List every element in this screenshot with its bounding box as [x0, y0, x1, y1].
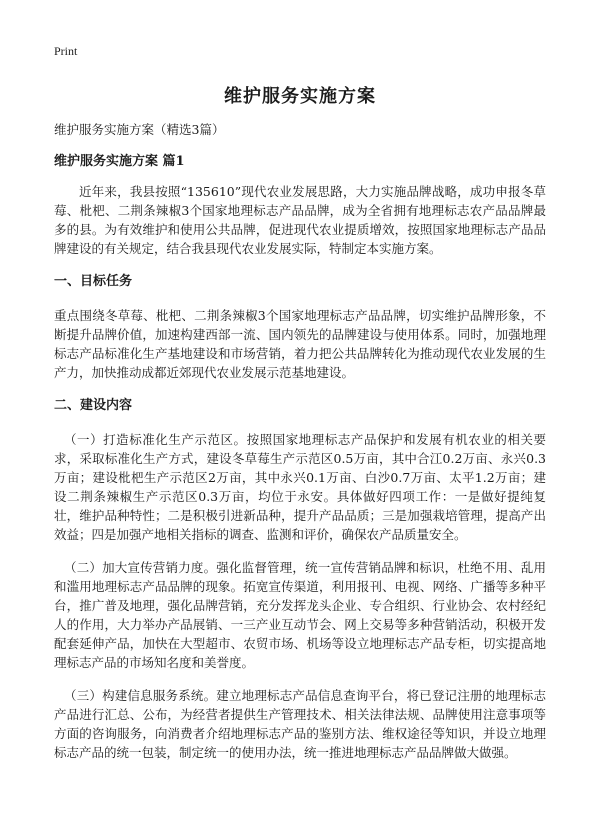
content-item-3: （三）构建信息服务系统。建立地理标志产品信息查询平台，将已登记注册的地理标志产品进行汇总、公布，为经营者提供生产管理技术、相关法律法规、品牌使用注意事项等方面的咨询服务，向消费者介绍地理标志产品的鉴别方法、维权途径等知识，并设立地理标志产品的统一包装，制定统一的使用办法，统一推进地理标志产品品牌做大做强。 — [54, 688, 546, 760]
article-heading: 维护服务实施方案 篇1 — [54, 154, 185, 169]
document-body — [54, 120, 546, 776]
goals-paragraph: 重点围绕冬草莓、枇杷、二荆条辣椒3个国家地理标志产品品牌，切实维护品牌形象，不断提升品牌价值，加速构建西部一流、国内领先的品牌建设与使用体系。同时，加强地理标志产品标准化生产基地建设和市场营销，着力把公共品牌转化为推动现代农业发展的生产力，加快推动成都近郊现代农业发展示范基地建设。 — [54, 308, 546, 380]
intro-paragraph: 近年来，我县按照“135610”现代农业发展思路，大力实施品牌战略，成功申报冬草莓、枇杷、二荆条辣椒3个国家地理标志产品品牌，成为全省拥有地理标志农产品品牌最多的县。为有效维护和使用公共品牌，促进现代农业提质增效，按照国家地理标志产品品牌建设的有关规定，结合我县现代农业发展实际，特制定本实施方案。 — [54, 184, 546, 256]
document-title: 维护服务实施方案 — [224, 86, 376, 107]
content-item-1: （一）打造标准化生产示范区。按照国家地理标志产品保护和发展有机农业的相关要求，采取标准化生产方式，建设冬草莓生产示范区0.5万亩，其中合江0.2万亩、永兴0.3万亩；建设枇杷生产示范区2万亩，其中永兴0.1万亩、白沙0.7万亩、太平1.2万亩；建设二荆条辣椒生产示范区0.3万亩，均位于永安。具体做好四项工作：一是做好提纯复壮，维护品种特性；二是积极引进新品种，提升产品品质；三是加强栽培管理，提高产出效益；四是加强产地相关指标的调查、监测和评价，确保农产品质量安全。 — [54, 432, 546, 542]
document-subtitle: 维护服务实施方案（精选3篇） — [54, 122, 225, 137]
print-label: Print — [54, 44, 78, 58]
section-heading-content: 二、建设内容 — [54, 398, 133, 413]
content-item-2: （二）加大宣传营销力度。强化监督管理，统一宣传营销品牌和标识，杜绝不用、乱用和滥用地理标志产品品牌的现象。拓宽宣传渠道，利用报刊、电视、网络、广播等多种平台，推广普及地理，强化品牌营销，充分发挥龙头企业、专合组织、行业协会、农村经纪人的作用，大力举办产品展销、一三产业互动节会、网上交易等多种营销活动，积极开发配套延伸产品，加快在大型超市、农贸市场、机场等设立地理标志产品专柜，切实提高地理标志产品的市场知名度和美誉度。 — [54, 560, 546, 670]
section-heading-goals: 一、目标任务 — [54, 274, 133, 289]
